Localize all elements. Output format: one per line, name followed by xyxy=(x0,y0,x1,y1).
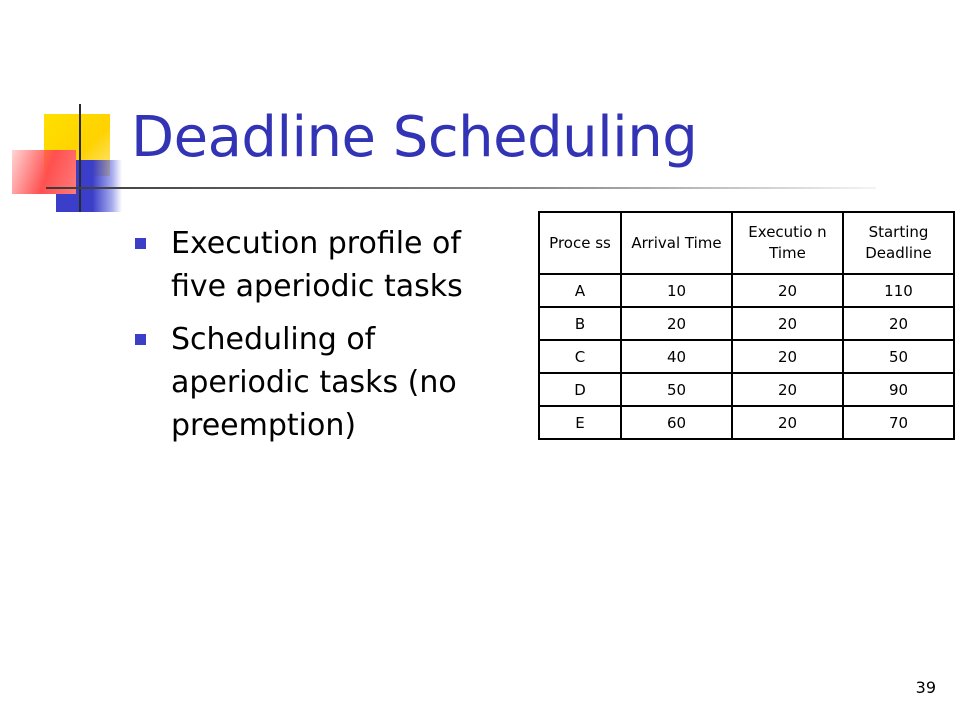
table-header-row xyxy=(539,212,954,274)
cell-execution: 20 xyxy=(732,406,843,439)
cell-deadline: 90 xyxy=(843,373,954,406)
cell-deadline: 50 xyxy=(843,340,954,373)
table-row xyxy=(539,373,954,406)
cell-deadline: 70 xyxy=(843,406,954,439)
table-row xyxy=(539,307,954,340)
cell-process: C xyxy=(539,340,621,373)
cell-arrival: 60 xyxy=(621,406,732,439)
header-process: Proce ss xyxy=(539,212,621,274)
bullet-list xyxy=(135,222,505,457)
title-underline xyxy=(46,187,876,189)
cell-execution: 20 xyxy=(732,340,843,373)
bullet-item xyxy=(135,222,505,308)
header-arrival-time: Arrival Time xyxy=(621,212,732,274)
table-row xyxy=(539,274,954,307)
table-row xyxy=(539,340,954,373)
task-table xyxy=(538,211,955,440)
bullet-square-icon xyxy=(135,334,146,345)
bullet-item xyxy=(135,318,505,447)
cell-arrival: 20 xyxy=(621,307,732,340)
decor-vertical-line xyxy=(79,104,81,212)
header-starting-deadline: Starting Deadline xyxy=(843,212,954,274)
cell-arrival: 40 xyxy=(621,340,732,373)
page-number: 39 xyxy=(915,678,936,697)
cell-process: B xyxy=(539,307,621,340)
cell-deadline: 110 xyxy=(843,274,954,307)
cell-process: E xyxy=(539,406,621,439)
cell-process: A xyxy=(539,274,621,307)
bullet-text: Execution profile of five aperiodic tasks xyxy=(171,226,463,304)
cell-arrival: 10 xyxy=(621,274,732,307)
table-row xyxy=(539,406,954,439)
cell-execution: 20 xyxy=(732,373,843,406)
bullet-text: Scheduling of aperiodic tasks (no preemption) xyxy=(171,322,457,443)
cell-process: D xyxy=(539,373,621,406)
cell-deadline: 20 xyxy=(843,307,954,340)
header-execution-time: Executio n Time xyxy=(732,212,843,274)
bullet-square-icon xyxy=(135,238,146,249)
slide-title: Deadline Scheduling xyxy=(131,105,698,170)
cell-execution: 20 xyxy=(732,307,843,340)
cell-arrival: 50 xyxy=(621,373,732,406)
cell-execution: 20 xyxy=(732,274,843,307)
